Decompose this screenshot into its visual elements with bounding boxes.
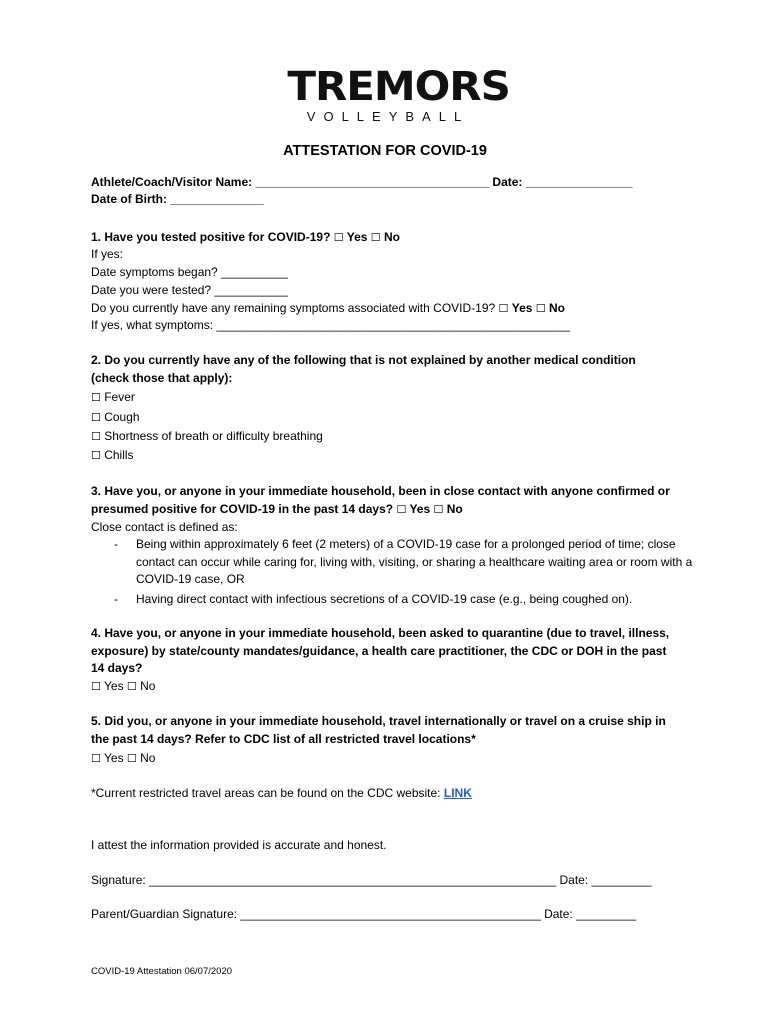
q4-no-checkbox[interactable]: ☐ bbox=[126, 680, 137, 693]
q5-yes-label: Yes bbox=[104, 751, 124, 765]
q5-answers bbox=[91, 750, 155, 767]
q1-remaining-yes-label: Yes bbox=[511, 301, 533, 315]
cdc-link[interactable]: LINK bbox=[443, 786, 472, 800]
question-4-line-2: exposure) by state/county mandates/guidance, a health care practitioner, the CDC or DOH in the past bbox=[91, 644, 667, 658]
question-5-line-1: 5. Did you, or anyone in your immediate household, travel internationally or travel on a cruise ship in bbox=[91, 714, 666, 728]
q1-yes-checkbox[interactable]: ☐ bbox=[333, 231, 344, 244]
q4-yes-checkbox[interactable]: ☐ bbox=[91, 680, 101, 693]
question-3-line-2 bbox=[91, 501, 463, 518]
close-contact-bullet-2: Having direct contact with infectious secretions of a COVID-19 case (e.g., being coughed on). bbox=[136, 592, 633, 606]
travel-note bbox=[91, 785, 472, 802]
q1-remaining-symptoms bbox=[91, 300, 565, 317]
form-title: ATTESTATION FOR COVID-19 bbox=[283, 143, 487, 159]
logo-sub-text: VOLLEYBALL bbox=[306, 109, 470, 124]
q2-option-shortness-of-breath[interactable] bbox=[91, 428, 323, 445]
name-date-line[interactable]: Athlete/Coach/Visitor Name: ___________________________________ Date: ________________ bbox=[91, 175, 633, 189]
footer-text: COVID-19 Attestation 06/07/2020 bbox=[91, 966, 233, 977]
q2-option-cough[interactable] bbox=[91, 409, 140, 426]
q3-no-label: No bbox=[446, 502, 463, 516]
q2-option-fever[interactable] bbox=[91, 389, 135, 406]
close-contact-defined: Close contact is defined as: bbox=[91, 520, 238, 534]
shortness-of-breath-checkbox[interactable]: ☐ bbox=[91, 430, 101, 443]
fever-label: Fever bbox=[104, 390, 135, 404]
q1-remaining-text: Do you currently have any remaining symptoms associated with COVID-19? bbox=[91, 301, 496, 315]
travel-note-text: *Current restricted travel areas can be found on the CDC website: bbox=[91, 786, 441, 800]
q3-no-checkbox[interactable]: ☐ bbox=[433, 503, 444, 516]
question-1-text: 1. Have you tested positive for COVID-19? bbox=[91, 230, 331, 244]
q5-no-label: No bbox=[140, 751, 156, 765]
attest-statement: I attest the information provided is accurate and honest. bbox=[91, 838, 387, 852]
q1-no-label: No bbox=[384, 230, 401, 244]
question-2-line-1: 2. Do you currently have any of the following that is not explained by another medical condition bbox=[91, 353, 636, 367]
q1-tested-date-line[interactable]: Date you were tested? ___________ bbox=[91, 283, 288, 297]
q1-remaining-yes-checkbox[interactable]: ☐ bbox=[498, 302, 509, 315]
chills-label: Chills bbox=[104, 448, 134, 462]
q4-no-label: No bbox=[140, 679, 156, 693]
signature-line[interactable]: Signature: _____________________________________________________________ Date: _________ bbox=[91, 873, 652, 887]
close-contact-bullet-1: Being within approximately 6 feet (2 meters) of a COVID-19 case for a prolonged period of time; close contact can occur while caring for, living with, visiting, or sharing a healthcare waiting area or room with a COVID-19 case, OR bbox=[136, 537, 693, 586]
cough-label: Cough bbox=[104, 410, 140, 424]
cough-checkbox[interactable]: ☐ bbox=[91, 411, 101, 424]
q1-remaining-no-label: No bbox=[549, 301, 566, 315]
question-3-line-2-text: presumed positive for COVID-19 in the past 14 days? bbox=[91, 502, 394, 516]
logo-brand-text: TREMORS bbox=[287, 64, 510, 110]
q1-yes-label: Yes bbox=[346, 230, 368, 244]
fever-checkbox[interactable]: ☐ bbox=[91, 391, 101, 404]
question-2-line-2: (check those that apply): bbox=[91, 371, 233, 385]
question-3-line-1: 3. Have you, or anyone in your immediate household, been in close contact with anyone confirmed or bbox=[91, 484, 670, 498]
q1-remaining-no-checkbox[interactable]: ☐ bbox=[535, 302, 546, 315]
tremors-volleyball-logo bbox=[287, 64, 510, 126]
q3-yes-label: Yes bbox=[409, 502, 431, 516]
guardian-signature-line[interactable]: Parent/Guardian Signature: _____________________________________________ Date: _________ bbox=[91, 907, 637, 921]
q3-yes-checkbox[interactable]: ☐ bbox=[396, 503, 407, 516]
bullet-mark-2: - bbox=[114, 592, 118, 606]
question-5-line-2: the past 14 days? Refer to CDC list of all restricted travel locations* bbox=[91, 732, 476, 746]
q4-yes-label: Yes bbox=[104, 679, 124, 693]
bullet-mark-1: - bbox=[114, 537, 118, 551]
q1-what-symptoms-line[interactable]: If yes, what symptoms: _____________________________________________________ bbox=[91, 318, 571, 332]
q5-no-checkbox[interactable]: ☐ bbox=[126, 752, 137, 765]
date-of-birth-line[interactable]: Date of Birth: ______________ bbox=[91, 192, 264, 206]
q5-yes-checkbox[interactable]: ☐ bbox=[91, 752, 101, 765]
q1-symptoms-began-line[interactable]: Date symptoms began? __________ bbox=[91, 265, 288, 279]
shortness-of-breath-label: Shortness of breath or difficulty breathing bbox=[104, 429, 323, 443]
question-4-line-3: 14 days? bbox=[91, 661, 143, 675]
q1-no-checkbox[interactable]: ☐ bbox=[370, 231, 381, 244]
question-4-line-1: 4. Have you, or anyone in your immediate household, been asked to quarantine (due to travel, illness, bbox=[91, 626, 670, 640]
question-1 bbox=[91, 229, 400, 246]
q1-if-yes: If yes: bbox=[91, 247, 124, 261]
q2-option-chills[interactable] bbox=[91, 447, 134, 464]
chills-checkbox[interactable]: ☐ bbox=[91, 449, 101, 462]
q4-answers bbox=[91, 678, 155, 695]
